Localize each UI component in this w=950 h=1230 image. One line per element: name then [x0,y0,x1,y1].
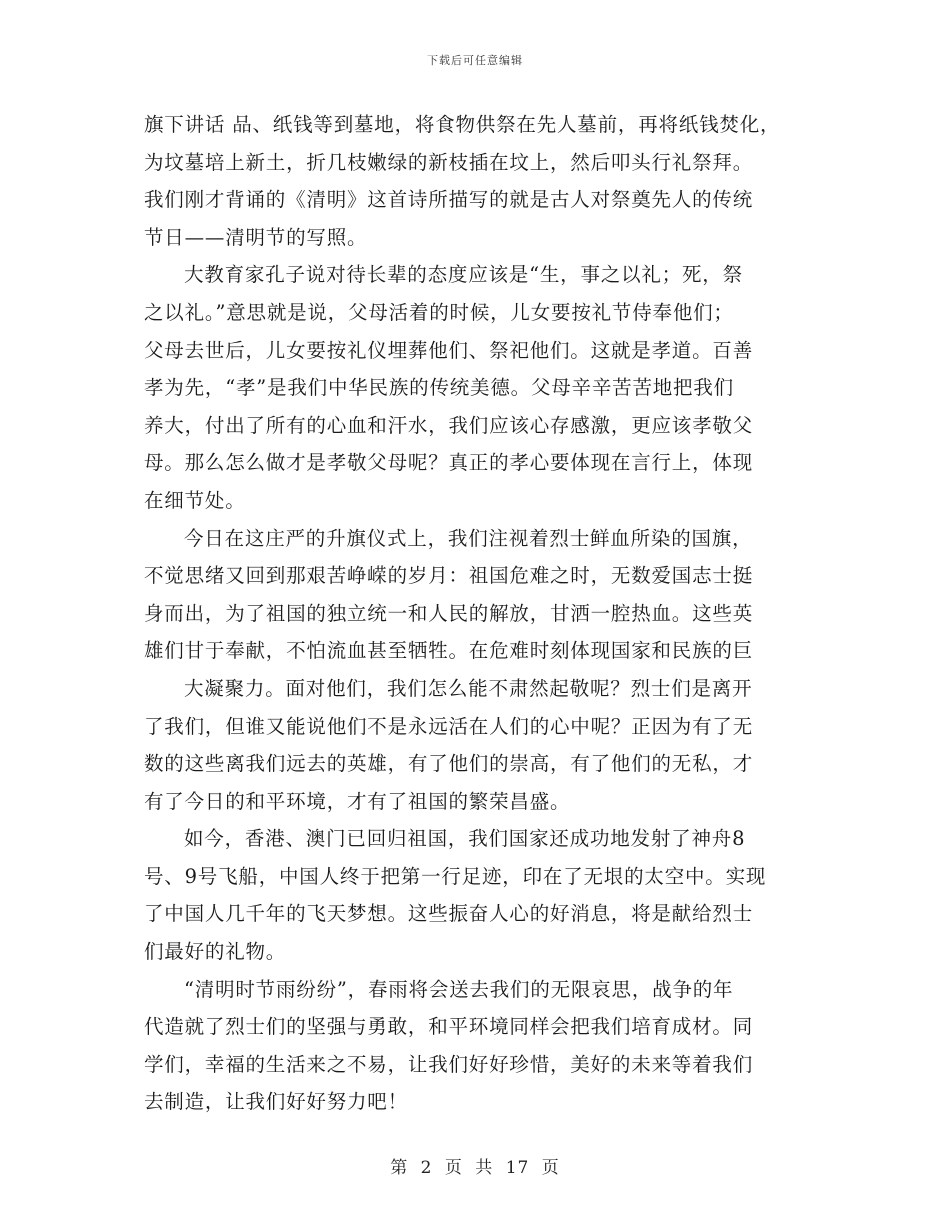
page-number: 第 2 页 共 17 页 [390,1158,560,1178]
text-line: “清明时节雨纷纷”，春雨将会送去我们的无限哀思，战争的年 [184,977,734,1001]
text-line: 如今，香港、澳门已回归祖国，我们国家还成功地发射了神舟8 [184,827,746,851]
text-line: 旗下讲话 品、纸钱等到墓地，将食物供祭在先人墓前，再将纸钱焚化， [144,113,781,136]
text-line: 为坟墓培上新土，折几枝嫩绿的新枝插在坟上，然后叩头行礼祭拜。 [144,150,754,174]
text-line: 身而出，为了祖国的独立统一和人民的解放，甘洒一腔热血。这些英 [144,601,754,625]
text-line: 大教育家孔子说对待长辈的态度应该是“生，事之以礼；死，祭 [184,263,743,287]
text-line: 我们刚才背诵的《清明》这首诗所描写的就是古人对祭奠先人的传统 [144,188,754,212]
text-line: 雄们甘于奉献，不怕流血甚至牺牲。在危难时刻体现国家和民族的巨 [144,639,754,663]
text-line: 号、9号飞船，中国人终于把第一行足迹，印在了无垠的太空中。实现 [144,864,767,888]
text-line: 之以礼。”意思就是说，父母活着的时候，儿女要按礼节侍奉他们； [144,300,734,324]
text-line: 不觉思绪又回到那艰苦峥嵘的岁月：祖国危难之时，无数爱国志士挺 [144,564,754,588]
text-line: 在细节处。 [144,488,246,512]
text-line: 去制造，让我们好好努力吧！ [144,1090,408,1114]
text-line: 学们，幸福的生活来之不易，让我们好好珍惜，美好的未来等着我们 [144,1052,754,1076]
text-line: 母。那么怎么做才是孝敬父母呢？真正的孝心要体现在言行上，体现 [144,451,754,475]
text-line: 有了今日的和平环境，才有了祖国的繁荣昌盛。 [144,789,571,813]
text-line: 了中国人几千年的飞天梦想。这些振奋人心的好消息，将是献给烈士 [144,902,754,926]
text-line: 大凝聚力。面对他们，我们怎么能不肃然起敬呢？烈士们是离开 [184,676,753,700]
text-line: 孝为先，“孝”是我们中华民族的传统美德。父母辛辛苦苦地把我们 [144,376,734,400]
text-line: 父母去世后，儿女要按礼仪埋葬他们、祭祀他们。这就是孝道。百善 [144,338,754,362]
text-line: 代造就了烈士们的坚强与勇敢，和平环境同样会把我们培育成材。同 [144,1015,754,1039]
page-header: 下载后可任意编辑 [427,54,523,67]
text-line: 节日——清明节的写照。 [144,225,368,249]
text-line: 今日在这庄严的升旗仪式上，我们注视着烈士鲜血所染的国旗， [184,526,753,550]
body-text [144,106,824,1121]
text-line: 数的这些离我们远去的英雄，有了他们的崇高，有了他们的无私，才 [144,752,754,776]
text-line: 养大，付出了所有的心血和汗水，我们应该心存感激，更应该孝敬父 [144,413,754,437]
text-line: 了我们，但谁又能说他们不是永远活在人们的心中呢？正因为有了无 [144,714,754,738]
text-line: 们最好的礼物。 [144,940,287,964]
